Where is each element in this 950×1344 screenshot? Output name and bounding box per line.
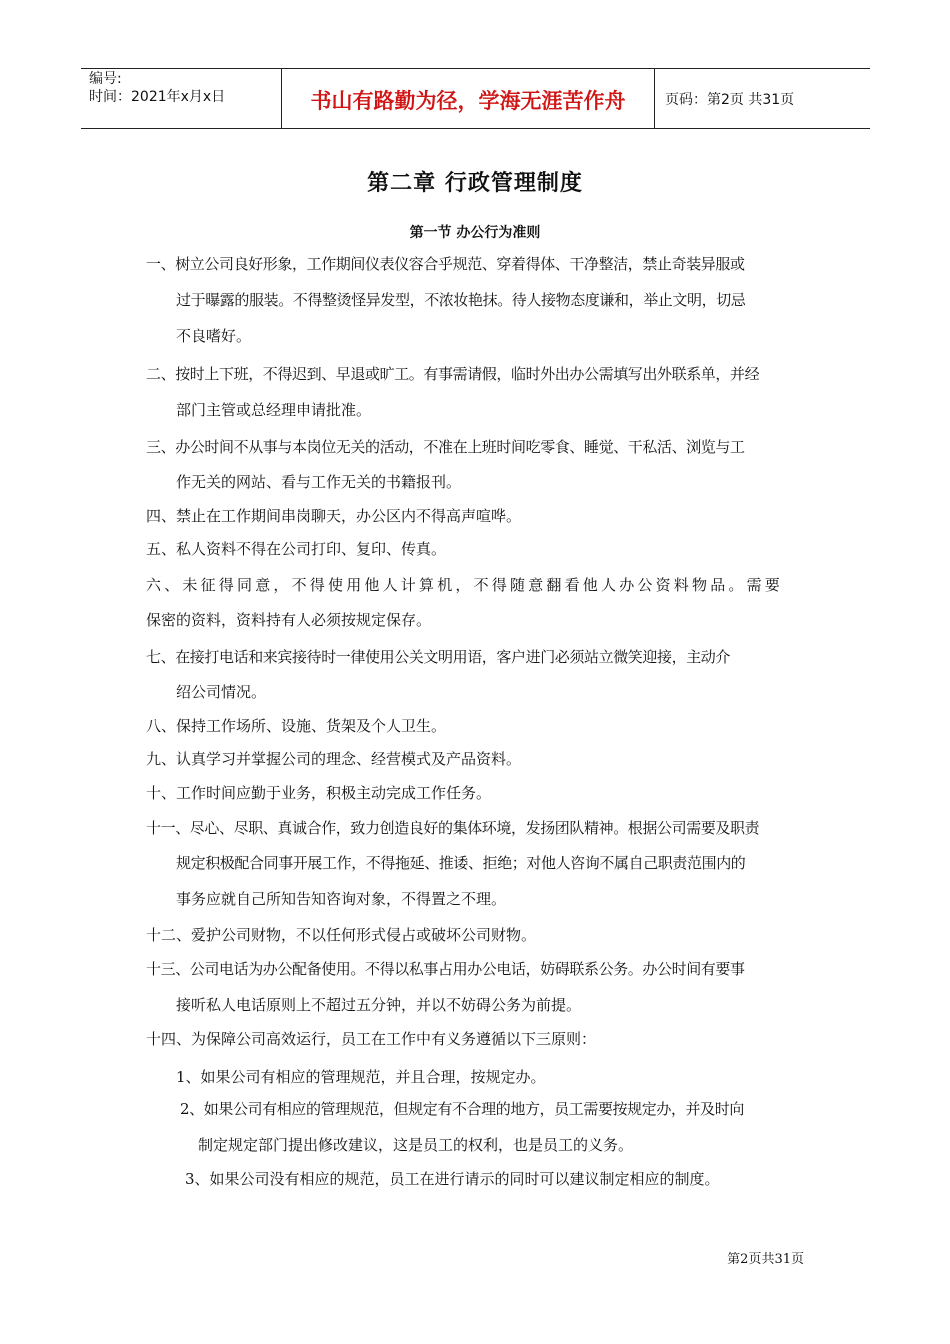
body-line: 3、如果公司没有相应的规范，员工在进行请示的同时可以建议制定相应的制度。 [185, 1170, 720, 1188]
body-line: 保密的资料，资料持有人必须按规定保存。 [146, 611, 432, 629]
body-line: 制定规定部门提出修改建议，这是员工的权利，也是员工的义务。 [198, 1136, 634, 1154]
body-line: 不良嗜好。 [176, 327, 252, 345]
body-line: 绍公司情况。 [176, 683, 267, 701]
document-number-label: 编号: [89, 71, 122, 87]
body-line: 过于曝露的服装。不得整烫怪异发型，不浓妆艳抹。待人接物态度谦和，举止文明，切忌 [176, 291, 746, 309]
body-line: 一、树立公司良好形象，工作期间仪表仪容合乎规范、穿着得体、干净整洁，禁止奇装异服或 [146, 255, 745, 273]
header-motto: 书山有路勤为径，学海无涯苦作舟 [282, 69, 655, 128]
header-table [81, 68, 870, 129]
body-line: 四、禁止在工作期间串岗聊天，办公区内不得高声喧哗。 [146, 507, 522, 525]
body-line: 事务应就自己所知告知咨询对象，不得置之不理。 [176, 890, 507, 908]
body-line: 规定积极配合同事开展工作，不得拖延、推诿、拒绝；对他人咨询不属自己职责范围内的 [176, 854, 746, 872]
header-page-label: 页码：第2页 共31页 [665, 91, 795, 108]
chapter-title: 第二章 行政管理制度 [367, 171, 583, 196]
body-line: 1、如果公司有相应的管理规范，并且合理，按规定办。 [176, 1068, 546, 1086]
body-line: 十三、公司电话为办公配备使用。不得以私事占用办公电话，妨碍联系公务。办公时间有要事 [146, 960, 745, 978]
body-line: 作无关的网站、看与工作无关的书籍报刊。 [176, 473, 462, 491]
body-line: 2、如果公司有相应的管理规范，但规定有不合理的地方，员工需要按规定办，并及时向 [180, 1100, 744, 1118]
body-line: 十、工作时间应勤于业务，积极主动完成工作任务。 [146, 784, 492, 802]
body-line: 八、保持工作场所、设施、货架及个人卫生。 [146, 717, 447, 735]
section-title: 第一节 办公行为准则 [409, 225, 541, 241]
document-time-label: 时间：2021年x月x日 [89, 89, 226, 105]
body-line: 十四、为保障公司高效运行，员工在工作中有义务遵循以下三原则： [146, 1030, 597, 1048]
body-line: 十二、爱护公司财物，不以任何形式侵占或破坏公司财物。 [146, 926, 537, 944]
body-line: 五、私人资料不得在公司打印、复印、传真。 [146, 540, 447, 558]
page-footer: 第2页共31页 [727, 1252, 804, 1267]
body-line: 接听私人电话原则上不超过五分钟，并以不妨碍公务为前提。 [176, 996, 582, 1014]
body-line: 二、按时上下班，不得迟到、早退或旷工。有事需请假，临时外出办公需填写出外联系单，并经 [146, 365, 760, 383]
body-line: 十一、尽心、尽职、真诚合作，致力创造良好的集体环境，发扬团队精神。根据公司需要及职责 [146, 819, 760, 837]
header-left-cell [81, 69, 282, 128]
body-line: 六、未征得同意，不得使用他人计算机，不得随意翻看他人办公资料物品。需要 [146, 576, 784, 594]
body-line: 七、在接打电话和来宾接待时一律使用公关文明用语，客户进门必须站立微笑迎接，主动介 [146, 648, 731, 666]
body-line: 九、认真学习并掌握公司的理念、经营模式及产品资料。 [146, 750, 522, 768]
body-line: 部门主管或总经理申请批准。 [176, 401, 372, 419]
body-line: 三、办公时间不从事与本岗位无关的活动，不准在上班时间吃零食、睡觉、干私活、浏览与工 [146, 438, 745, 456]
